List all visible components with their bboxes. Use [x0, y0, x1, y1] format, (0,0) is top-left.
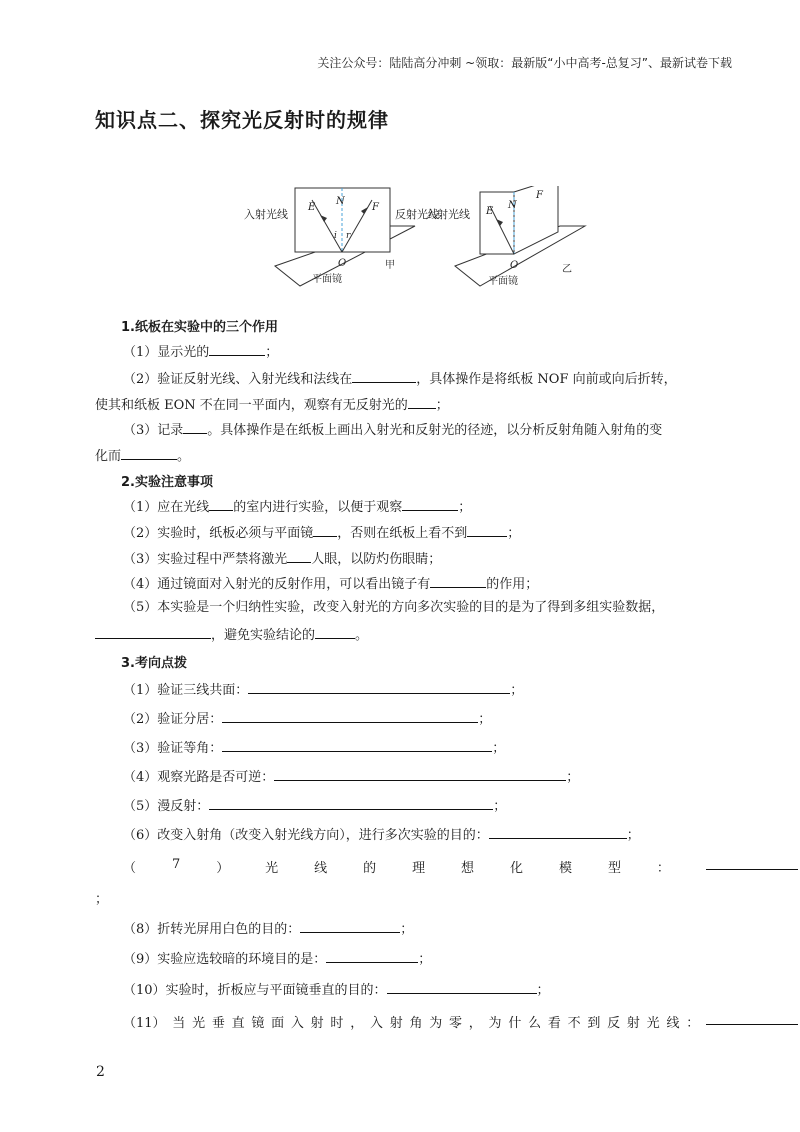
section3-item-7-end: ； [95, 892, 109, 907]
right-mirror-label: 平面镜 [488, 276, 518, 287]
s3-semicolon: ； [493, 799, 507, 814]
left-mirror-label: 平面镜 [312, 274, 342, 285]
s3-item7-char: 模 [558, 861, 572, 876]
section2-line-4 [123, 575, 538, 591]
answer-blank[interactable] [387, 981, 537, 994]
section2-line-3 [123, 550, 441, 566]
section2-line-6 [95, 626, 368, 642]
s3-item11-char: 光 [192, 1016, 206, 1031]
answer-blank[interactable] [222, 710, 478, 723]
s3-item11-char: 当 [172, 1016, 186, 1031]
left-label-e: E [308, 202, 316, 213]
s3-item11-char: ： [686, 1016, 700, 1031]
s2-l4a: （4）通过镜面对入射光的反射作用，可以看出镜子有 [123, 577, 431, 592]
s3-item7-char: ： [656, 861, 670, 876]
s3-item11-char: 为 [488, 1016, 502, 1031]
s3-item11-char: 角 [409, 1016, 423, 1031]
s2-l3b: 人眼，以防灼伤眼睛； [311, 552, 442, 567]
answer-blank[interactable] [313, 524, 337, 537]
s1-l4-end: 。具体操作是在纸板上画出入射光和反射光的径迹，以分析反射角随入射角的变 [207, 423, 663, 438]
answer-blank[interactable] [315, 626, 355, 639]
left-label-o: O [338, 258, 347, 269]
section1-heading: 1.纸板在实验中的三个作用 [121, 320, 278, 335]
section3-item-8 [123, 920, 413, 936]
section2-line-5: （5）本实验是一个归纳性实验，改变入射光的方向多次实验的目的是为了得到多组实验数据， [123, 600, 665, 615]
section1-line-1 [123, 343, 278, 359]
left-figure-tag: 甲 [385, 260, 395, 271]
s1-l4-text: （3）记录 [123, 423, 184, 438]
section3-item-7 [123, 857, 798, 876]
s3-semicolon: ； [510, 683, 524, 698]
s2-l6b: 。 [355, 628, 369, 643]
s3-item7-char: 的 [363, 861, 377, 876]
section3-item-3 [123, 739, 505, 755]
section2-line-2 [123, 524, 520, 540]
s2-l1a: （1）应在光线 [123, 500, 210, 515]
s3-item11-char: 零 [449, 1016, 463, 1031]
s3-item-text: （4）观察光路是否可逆： [123, 770, 275, 785]
answer-blank[interactable] [430, 575, 486, 588]
s2-l2a: （2）实验时，纸板必须与平面镜 [123, 526, 314, 541]
s3-semicolon: ； [400, 922, 414, 937]
s3-item11-char: 面 [271, 1016, 285, 1031]
s3-semicolon: ； [492, 741, 506, 756]
s3-semicolon: ； [418, 952, 432, 967]
s3-item-text: （6）改变入射角（改变入射光线方向），进行多次实验的目的： [123, 828, 489, 843]
s3-item-text: （10）实验时，折板应与平面镜垂直的目的： [123, 983, 387, 998]
right-incident-label: 入射光线 [426, 208, 470, 221]
s3-item11-char: 镜 [251, 1016, 265, 1031]
answer-blank[interactable] [183, 421, 207, 434]
s3-item7-char: （ [123, 861, 137, 876]
right-figure-tag: 乙 [562, 264, 572, 275]
s3-item11-char: 射 [389, 1016, 403, 1031]
s3-item11-char: 不 [567, 1016, 581, 1031]
section3-heading: 3.考向点拨 [121, 656, 187, 671]
left-label-f: F [372, 202, 379, 213]
s3-item7-char: ） [216, 861, 230, 876]
s3-item7-char: 7 [171, 857, 181, 872]
section3-item-4 [123, 768, 579, 784]
s3-item11-char: ， [468, 1016, 482, 1031]
s2-l3a: （3）实验过程中严禁将激光 [123, 552, 288, 567]
s3-item7-char: 型 [607, 861, 621, 876]
left-label-i: i [334, 231, 337, 241]
s3-item11-char: 到 [587, 1016, 601, 1031]
right-label-n: N [508, 200, 517, 211]
section1-line-3 [95, 396, 449, 412]
answer-blank[interactable] [209, 498, 233, 511]
answer-blank[interactable] [467, 524, 507, 537]
s1-l1-end: ； [265, 345, 279, 360]
header-note: 关注公众号：陆陆高分冲刺 ~领取：最新版“小中高考-总复习”、最新试卷下载 [317, 56, 732, 70]
answer-blank[interactable] [402, 498, 458, 511]
s3-semicolon: ； [536, 983, 550, 998]
s3-item7-char: 光 [265, 861, 279, 876]
s1-l5-text: 化而 [95, 449, 122, 464]
s2-l2b: ，否则在纸板上看不到 [337, 526, 468, 541]
left-label-r: r [346, 231, 351, 241]
right-label-o: O [510, 260, 519, 271]
s2-l6a: ，避免实验结论的 [211, 628, 316, 643]
s3-semicolon: ； [626, 828, 640, 843]
page-number: 2 [96, 1064, 105, 1080]
s3-item11-char: ， [350, 1016, 364, 1031]
left-reflected-label: 反射光线 [395, 208, 439, 221]
s3-item11-char: 什 [508, 1016, 522, 1031]
s3-item11-char: 看 [547, 1016, 561, 1031]
answer-blank[interactable] [489, 826, 627, 839]
s3-item11-char: 射 [310, 1016, 324, 1031]
section3-item-6 [123, 826, 640, 842]
reflection-figure [240, 186, 600, 296]
s3-item11-char: 射 [626, 1016, 640, 1031]
s3-item7-char: 化 [510, 861, 524, 876]
s3-item7-char: 想 [461, 861, 475, 876]
answer-blank[interactable] [248, 681, 510, 694]
section3-item-11 [123, 1012, 798, 1031]
section2-heading: 2.实验注意事项 [121, 475, 213, 490]
answer-blank[interactable] [121, 447, 177, 460]
s1-l3-text: 使其和纸板 EON 不在同一平面内，观察有无反射光的 [95, 398, 408, 413]
section3-item-1 [123, 681, 523, 697]
s3-item11-char: 光 [646, 1016, 660, 1031]
s3-semicolon: ； [566, 770, 580, 785]
section3-item-10 [123, 981, 550, 997]
s3-semicolon: ； [478, 712, 492, 727]
right-label-f: F [536, 190, 543, 201]
s1-l5-end: 。 [177, 449, 191, 464]
section1-line-4 [123, 421, 662, 437]
page-title: 知识点二、探究光反射时的规律 [95, 108, 389, 132]
answer-blank[interactable] [209, 343, 265, 356]
s3-item-text: （8）折转光屏用白色的目的： [123, 922, 301, 937]
left-incident-label: 入射光线 [244, 208, 288, 221]
s3-item11-char: 直 [231, 1016, 245, 1031]
answer-blank[interactable] [300, 920, 400, 933]
s3-item11-char: 么 [528, 1016, 542, 1031]
answer-blank[interactable] [408, 396, 436, 409]
s3-item11-char: 时 [330, 1016, 344, 1031]
s3-item-text: （5）漫反射： [123, 799, 210, 814]
answer-blank[interactable] [352, 370, 416, 383]
s3-item11-char: 入 [369, 1016, 383, 1031]
section2-line-1 [123, 498, 471, 514]
s2-l1b: 的室内进行实验，以便于观察 [233, 500, 403, 515]
answer-blank[interactable] [209, 797, 493, 810]
s1-l2-text: （2）验证反射光线、入射光线和法线在 [123, 372, 353, 387]
right-label-e: E [486, 206, 494, 217]
section1-line-5 [95, 447, 190, 463]
answer-blank[interactable] [222, 739, 492, 752]
s2-l2c: ； [507, 526, 521, 541]
s3-item11-char: 入 [290, 1016, 304, 1031]
answer-blank[interactable] [706, 1012, 798, 1025]
s3-item-text: （1）验证三线共面： [123, 683, 249, 698]
s3-item7-char: 线 [314, 861, 328, 876]
s3-item11-char: 反 [607, 1016, 621, 1031]
s1-l3-end: ； [435, 398, 449, 413]
s3-item11-char: （11） [123, 1016, 166, 1031]
answer-blank[interactable] [274, 768, 566, 781]
s3-item7-char: 理 [412, 861, 426, 876]
answer-blank[interactable] [95, 626, 211, 639]
section3-item-5 [123, 797, 506, 813]
s1-l2-end: ，具体操作是将纸板 NOF 向前或向后折转， [416, 372, 677, 387]
s2-l4b: 的作用； [486, 577, 539, 592]
section3-item-2 [123, 710, 491, 726]
s2-l1c: ； [458, 500, 472, 515]
s3-item-text: （2）验证分居： [123, 712, 223, 727]
section1-line-2 [123, 370, 677, 386]
answer-blank[interactable] [326, 950, 418, 963]
answer-blank[interactable] [706, 857, 798, 870]
answer-blank[interactable] [287, 550, 311, 563]
s3-item11-char: 线 [666, 1016, 680, 1031]
reflection-diagram [240, 186, 600, 296]
s1-l1-text: （1）显示光的 [123, 345, 210, 360]
section3-item-9 [123, 950, 431, 966]
left-label-n: N [336, 196, 345, 207]
s3-item-text: （3）验证等角： [123, 741, 223, 756]
s3-item-text: （9）实验应选较暗的环境目的是： [123, 952, 327, 967]
s3-item11-char: 垂 [211, 1016, 225, 1031]
s3-item11-char: 为 [429, 1016, 443, 1031]
